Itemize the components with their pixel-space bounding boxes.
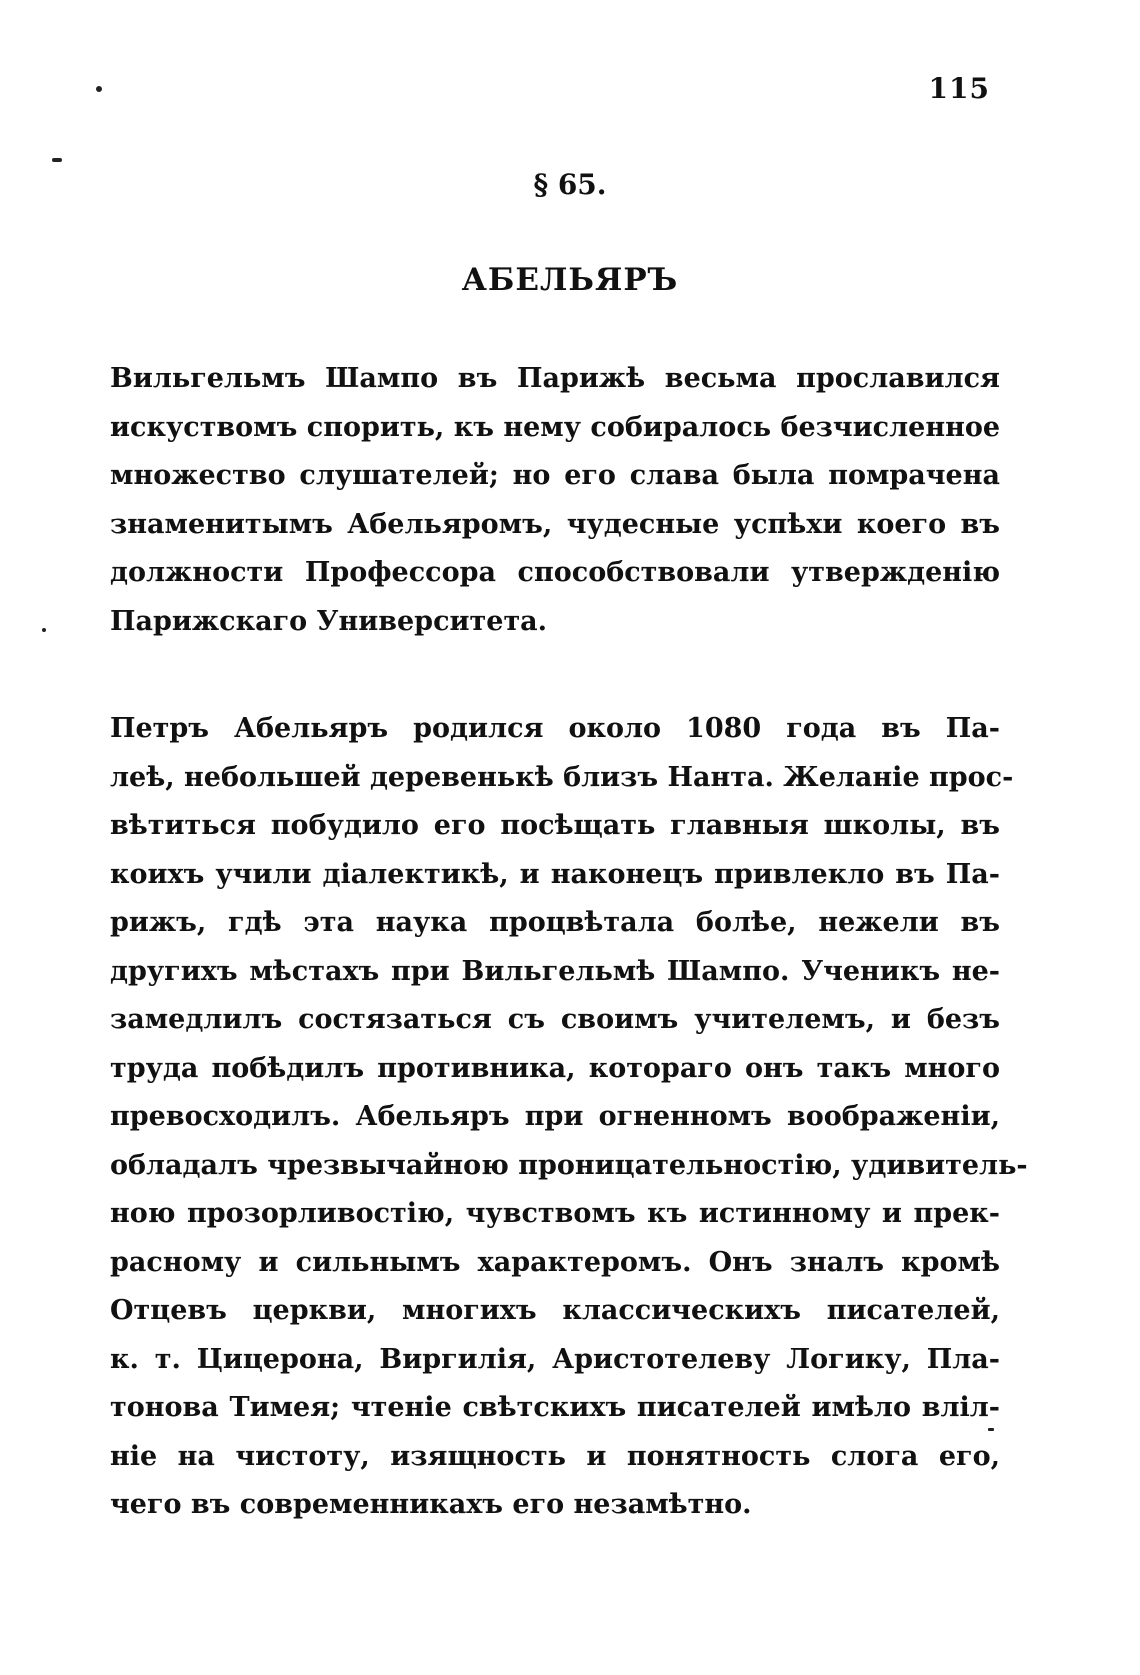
text-line: Вильгельмъ Шампо въ Парижѣ весьма прославился bbox=[110, 363, 1000, 394]
text-line: множество слушателей; но его слава была помрачена bbox=[110, 460, 1000, 491]
text-line: Парижскаго Университета. bbox=[110, 605, 548, 637]
scan-speck bbox=[988, 1428, 994, 1431]
text-line: Петръ Абельяръ родился около 1080 года въ Па- bbox=[110, 713, 1000, 744]
text-line: замедлилъ состязаться съ своимъ учителемъ, и безъ bbox=[110, 1004, 1000, 1035]
scan-speck bbox=[96, 86, 102, 92]
text-line: расному и сильнымъ характеромъ. Онъ зналъ кромѣ bbox=[110, 1246, 1000, 1278]
text-line: Отцевъ церкви, многихъ классическихъ писателей, bbox=[110, 1295, 1000, 1326]
section-title: АБЕЛЬЯРЪ bbox=[461, 262, 679, 298]
text-line: рижъ, гдѣ эта наука процвѣтала болѣе, нежели въ bbox=[110, 907, 1000, 938]
text-line: превосходилъ. Абельяръ при огненномъ воображеніи, bbox=[110, 1101, 1000, 1132]
paragraph-1 bbox=[110, 355, 1000, 646]
text-line: обладалъ чрезвычайною проницательностію, удивитель- bbox=[110, 1149, 1028, 1181]
paragraph-2 bbox=[110, 705, 1028, 1530]
text-line: к. т. Цицерона, Виргилія, Аристотелеву Логику, Пла- bbox=[110, 1343, 1000, 1375]
text-line: труда побѣдилъ противника, котораго онъ такъ много bbox=[110, 1052, 1000, 1084]
text-line: леѣ, небольшей деревенькѣ близъ Нанта. Желаніе прос- bbox=[110, 761, 1014, 793]
text-line: знаменитымъ Абельяромъ, чудесные успѣхи коего въ bbox=[110, 508, 1000, 540]
scan-speck bbox=[42, 628, 46, 632]
text-line: должности Профессора способствовали утвержденію bbox=[110, 557, 1000, 588]
section-number: § 65. bbox=[533, 168, 607, 201]
text-line: тонова Тимея; чтеніе свѣтскихъ писателей имѣло вліл- bbox=[110, 1392, 1000, 1423]
text-line: ніе на чистоту, изящность и понятность слога его, bbox=[110, 1440, 1000, 1472]
text-line: вѣтиться побудило его посѣщать главныя школы, въ bbox=[110, 810, 1000, 841]
text-line: другихъ мѣстахъ при Вильгельмѣ Шампо. Ученикъ не- bbox=[110, 955, 1000, 987]
text-line: коихъ учили діалектикѣ, и наконецъ привлекло въ Па- bbox=[110, 858, 1000, 890]
text-line: ною прозорливостію, чувствомъ къ истинному и прек- bbox=[110, 1198, 1000, 1229]
text-line: чего въ современникахъ его незамѣтно. bbox=[110, 1489, 752, 1520]
page-number: 115 bbox=[928, 72, 990, 105]
text-line: искуствомъ спорить, къ нему собиралось безчисленное bbox=[110, 411, 1001, 443]
scan-speck bbox=[52, 158, 62, 162]
